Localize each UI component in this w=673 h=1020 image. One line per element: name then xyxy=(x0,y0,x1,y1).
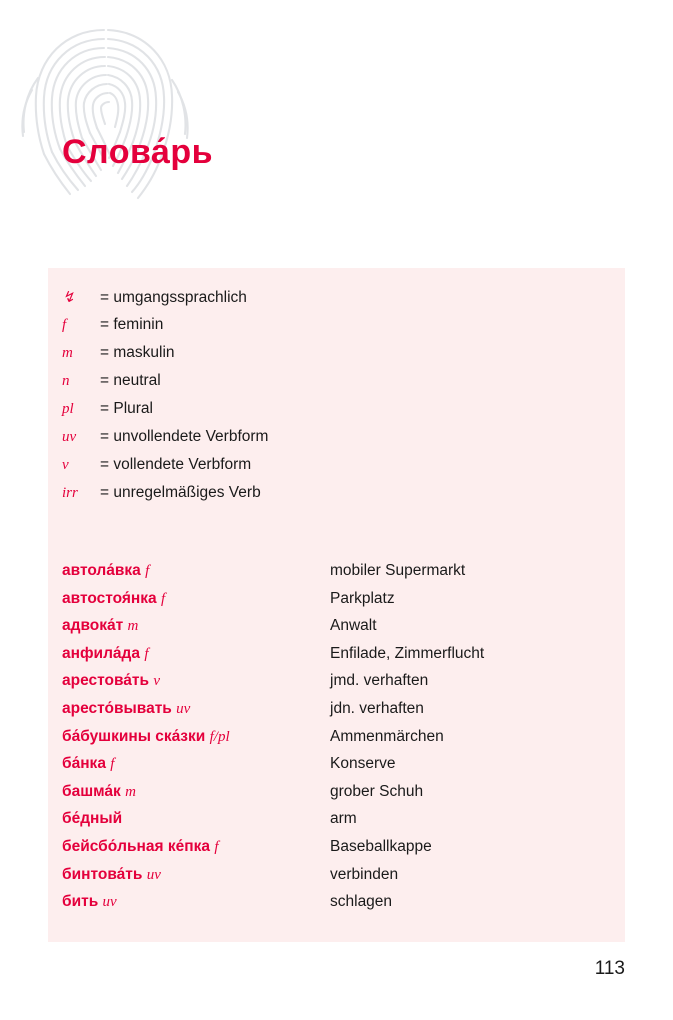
legend-row xyxy=(62,484,482,512)
glossary-translation: Baseballkappe xyxy=(330,837,432,855)
legend-definition: = feminin xyxy=(100,316,164,333)
grammar-marker: f xyxy=(145,563,150,579)
glossary-translation: jmd. verhaften xyxy=(330,672,429,690)
glossary-translation: grober Schuh xyxy=(330,782,424,800)
grammar-marker: m xyxy=(125,783,136,800)
fingerprint-icon xyxy=(8,18,198,208)
glossary-translation: Anwalt xyxy=(330,617,377,635)
list-item xyxy=(62,838,602,866)
list-item xyxy=(62,783,602,811)
legend-definition: = vollendete Verbform xyxy=(100,456,252,473)
grammar-marker: uv xyxy=(176,700,191,717)
list-item xyxy=(62,755,602,783)
legend-row xyxy=(62,428,482,456)
glossary-term: ба́бушкины ска́зки f/pl xyxy=(62,727,230,745)
glossary-term: бейсбо́льная ке́пка f xyxy=(62,837,219,855)
glossary-translation: verbinden xyxy=(330,865,399,883)
grammar-marker: v xyxy=(153,673,161,690)
legend-abbr: n xyxy=(62,373,70,389)
legend-definition: = neutral xyxy=(100,372,161,389)
legend-row xyxy=(62,316,482,344)
grammar-marker: f/pl xyxy=(209,728,230,745)
list-item xyxy=(62,700,602,728)
legend-abbr: pl xyxy=(62,401,74,417)
glossary-term: бить uv xyxy=(62,893,117,911)
glossary-term: адвока́т m xyxy=(62,617,139,635)
grammar-marker: uv xyxy=(146,866,161,883)
grammar-marker: uv xyxy=(102,894,117,911)
legend-row xyxy=(62,456,482,484)
legend-definition: = unregelmäßiges Verb xyxy=(100,484,261,501)
glossary-term: анфила́да f xyxy=(62,644,149,662)
glossary-term: автола́вка f xyxy=(62,562,150,579)
list-item xyxy=(62,893,602,921)
glossary-term: автостоя́нка f xyxy=(62,589,166,607)
legend-abbr: v xyxy=(62,457,69,473)
glossary-term: башма́к m xyxy=(62,782,136,800)
legend-abbr: f xyxy=(62,317,67,333)
legend-definition: = Plural xyxy=(100,400,153,417)
grammar-marker: f xyxy=(144,645,149,662)
glossary-term: бинтова́ть uv xyxy=(62,865,161,883)
glossary-term: арестова́ть v xyxy=(62,672,161,690)
glossary-translation: arm xyxy=(330,810,357,828)
legend-abbr: m xyxy=(62,345,73,361)
page-number: 113 xyxy=(594,958,625,979)
grammar-marker: f xyxy=(160,590,166,607)
legend-row xyxy=(62,344,482,372)
legend-definition: = unvollendete Verbform xyxy=(100,428,269,445)
legend-row xyxy=(62,372,482,400)
legend-definition: = maskulin xyxy=(100,344,175,361)
glossary-term: ба́нка f xyxy=(62,755,115,773)
legend-abbr: uv xyxy=(62,429,77,445)
glossary-list xyxy=(62,562,602,921)
legend-definition: = umgangssprachlich xyxy=(100,289,247,306)
list-item xyxy=(62,645,602,673)
legend-abbr: irr xyxy=(62,485,78,501)
list-item xyxy=(62,728,602,756)
list-item xyxy=(62,617,602,645)
list-item xyxy=(62,590,602,618)
legend-row xyxy=(62,288,482,316)
list-item xyxy=(62,866,602,894)
legend-abbr: ↯ xyxy=(62,290,75,306)
grammar-marker: f xyxy=(110,756,115,773)
legend-row xyxy=(62,400,482,428)
glossary-translation: Konserve xyxy=(330,755,396,773)
glossary-translation: mobiler Supermarkt xyxy=(330,562,466,579)
glossary-term: бе́дный xyxy=(62,810,123,828)
list-item xyxy=(62,672,602,700)
glossary-translation: schlagen xyxy=(330,893,393,911)
list-item xyxy=(62,562,602,590)
glossary-translation: jdn. verhaften xyxy=(330,699,424,717)
glossary-translation: Enfilade, Zimmerflucht xyxy=(330,644,485,662)
page-title: Слова́рь xyxy=(62,132,214,171)
abbreviations-legend xyxy=(62,288,482,512)
glossary-translation: Ammenmärchen xyxy=(330,727,444,745)
glossary-translation: Parkplatz xyxy=(330,589,395,607)
list-item xyxy=(62,810,602,838)
grammar-marker: f xyxy=(214,838,219,855)
grammar-marker: m xyxy=(127,618,139,635)
glossary-term: аресто́вывать uv xyxy=(62,699,191,717)
